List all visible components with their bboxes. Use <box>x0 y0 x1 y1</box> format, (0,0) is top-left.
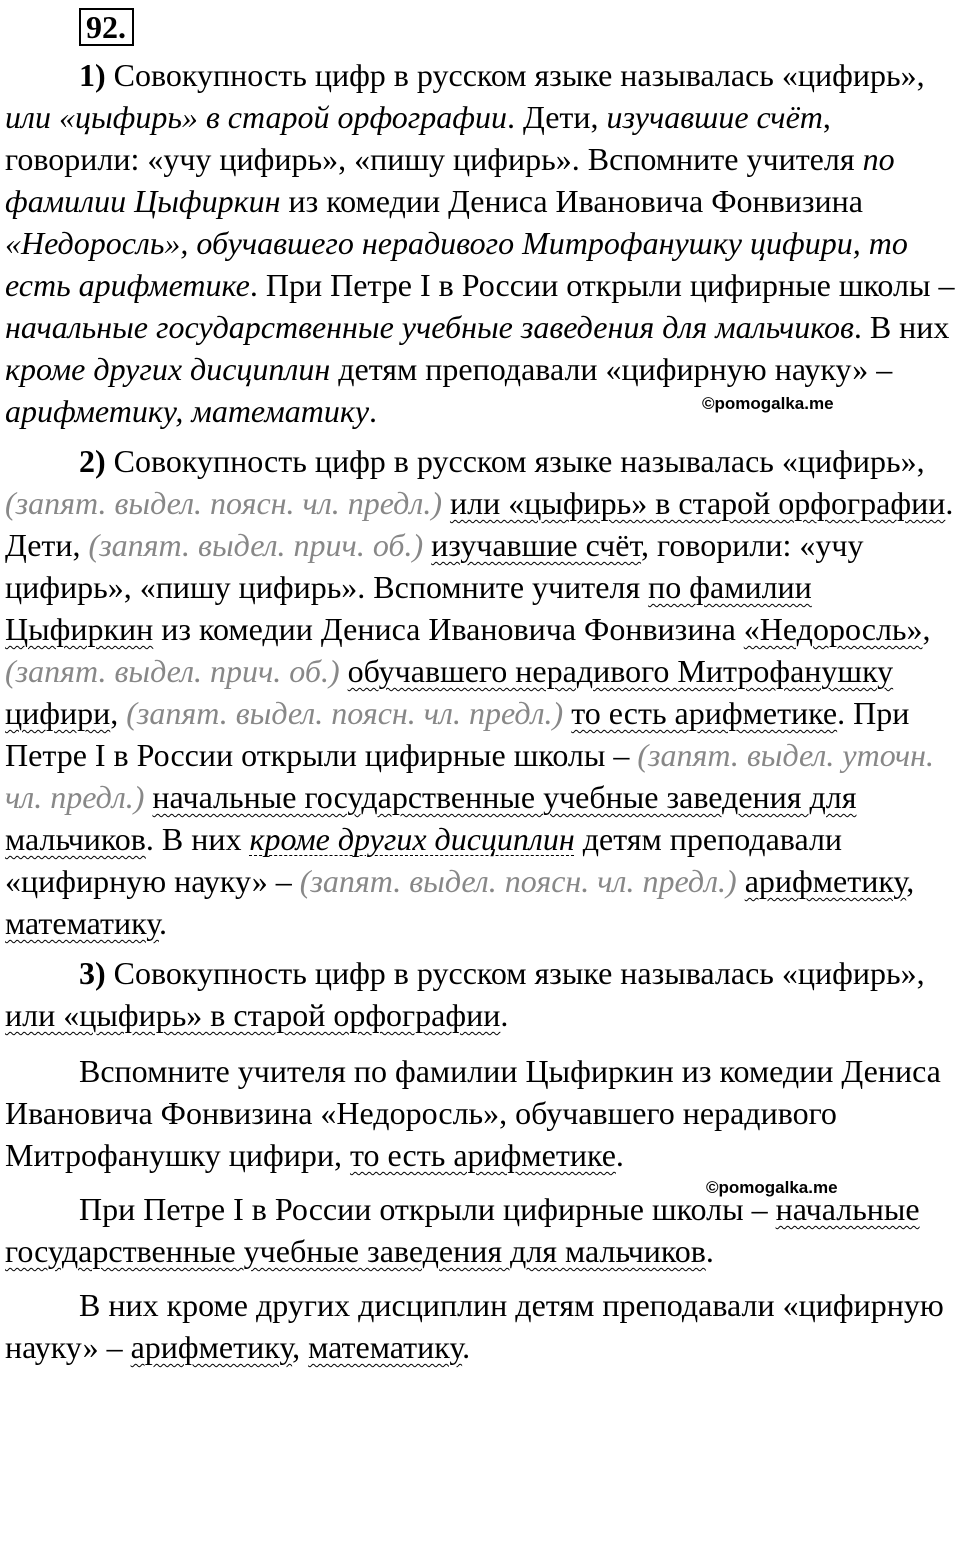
underlined-phrase: то есть арифметике <box>571 695 838 731</box>
underlined-phrase: математику <box>5 905 159 941</box>
paragraph-6: В них кроме других дисциплин детям преподавали «цифирную науку» – арифметику, математику. <box>5 1287 944 1365</box>
underlined-phrase: по фамилии Цыфиркин <box>5 569 812 647</box>
grammar-note: (запят. выдел. прич. об.) <box>88 527 424 563</box>
grammar-note: (запят. выдел. поясн. чл. предл.) <box>299 863 737 899</box>
paragraph-3: 3) Совокупность цифр в русском языке называлась «цифирь», или «цыфирь» в старой орфографии. <box>5 955 925 1033</box>
grammar-note: (запят. выдел. поясн. чл. предл.) <box>5 485 442 521</box>
exercise-number: 92. <box>79 8 134 46</box>
item-number: 1) <box>79 57 106 93</box>
underlined-phrase: математику <box>308 1329 463 1365</box>
item-number: 3) <box>79 955 106 991</box>
underlined-phrase: или «цыфирь» в старой орфографии <box>449 485 946 521</box>
paragraph-2: 2) Совокупность цифр в русском языке называлась «цифирь», (запят. выдел. поясн. чл. предл.) или «цыфирь» в старой орфографии. Дети, (запят. выдел. прич. об.) изучавшие счёт, говорили: «учу цифирь», «пишу цифирь». Вспомните учителя по фамилии Цыфиркин из комедии Дениса Ивановича Фонвизина «Недоросль», (запят. выдел. прич. об.) обучавшего нерадивого Митрофанушку цифири, (запят. выдел. поясн. чл. предл.) то есть арифметике. При Петре I в России открыли цифирные школы – (запят. выдел. уточн. чл. предл.) начальные государственные учебные заведения для мальчиков. В них кроме других дисциплин детям преподавали «цифирную науку» – (запят. выдел. поясн. чл. предл.) арифметику, математику. <box>5 443 954 941</box>
underlined-phrase: начальные государственные учебные заведения для мальчиков <box>5 1191 920 1269</box>
item-number: 2) <box>79 443 106 479</box>
paragraph-4: Вспомните учителя по фамилии Цыфиркин из комедии Дениса Ивановича Фонвизина «Недоросль», обучавшего нерадивого Митрофанушку цифири, то есть арифметике. <box>5 1053 941 1173</box>
underlined-phrase: или «цыфирь» в старой орфографии <box>5 997 501 1033</box>
grammar-note: (запят. выдел. прич. об.) <box>5 653 340 689</box>
underlined-phrase: начальные государственные учебные заведения для мальчиков <box>5 779 857 857</box>
underlined-phrase: арифметику <box>130 1329 293 1365</box>
underlined-phrase: кроме других дисциплин <box>249 821 575 857</box>
paragraph-1: 1) Совокупность цифр в русском языке называлась «цифирь», или «цыфирь» в старой орфографии. Дети, изучавшие счёт, говорили: «учу цифирь», «пишу цифирь». Вспомните учителя по фамилии Цыфиркин из комедии Дениса Ивановича Фонвизина «Недоросль», обучавшего нерадивого Митрофанушку цифири, то есть арифметике. При Петре I в России открыли цифирные школы – начальные государственные учебные заведения для мальчиков. В них кроме других дисциплин детям преподавали «цифирную науку» – арифметику, математику. <box>5 57 955 429</box>
grammar-note: (запят. выдел. уточн. чл. предл.) <box>5 737 934 815</box>
underlined-phrase: то есть арифметике <box>349 1137 616 1173</box>
watermark: ©pomogalka.me <box>706 1178 838 1197</box>
page <box>5 0 960 1368</box>
underlined-phrase: арифметику <box>744 863 907 899</box>
grammar-note: (запят. выдел. поясн. чл. предл.) <box>126 695 564 731</box>
underlined-phrase: изучавшие счёт <box>431 527 642 563</box>
paragraph-5: При Петре I в России открыли цифирные школы – начальные государственные учебные заведения для мальчиков. <box>5 1191 920 1269</box>
underlined-phrase: «Недоросль» <box>743 611 923 647</box>
underlined-phrase: обучавшего нерадивого Митрофанушку цифири <box>5 653 894 731</box>
watermark: ©pomogalka.me <box>702 394 834 413</box>
